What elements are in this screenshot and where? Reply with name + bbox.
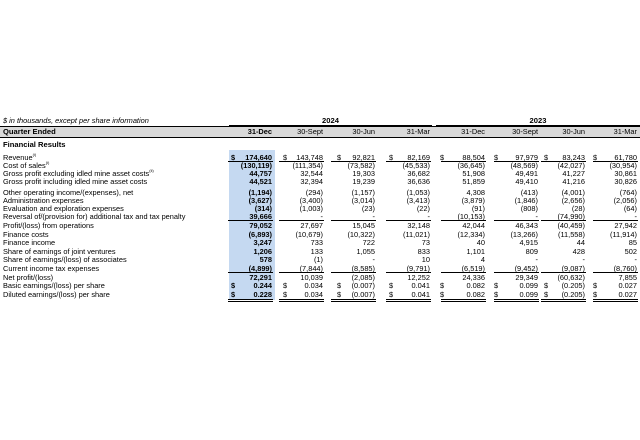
table-cell: 0.099 — [519, 281, 538, 290]
table-cell: (3,879) — [461, 196, 485, 205]
table-cell: 51,908 — [462, 169, 485, 178]
table-cell: (0.205) — [561, 281, 585, 290]
dollar-sign: $ — [231, 290, 236, 299]
table-cell: 10,039 — [300, 273, 323, 282]
row-label: Other operating income/(expenses), net — [3, 188, 134, 197]
table-cell: 0.027 — [618, 290, 637, 299]
column-header: 30-Jun — [562, 127, 585, 136]
row-label: Evaluation and exploration expenses — [3, 204, 124, 213]
dollar-sign: $ — [494, 290, 499, 299]
row-label: Current income tax expenses — [3, 264, 100, 273]
table-cell: 85 — [628, 238, 637, 247]
table-cell: 0.099 — [519, 290, 538, 299]
table-cell: (30,954) — [609, 161, 637, 170]
dollar-sign: $ — [544, 290, 549, 299]
dollar-sign: $ — [231, 281, 236, 290]
column-header: 30-Jun — [352, 127, 375, 136]
table-cell: 0.244 — [253, 281, 272, 290]
column-header: 31-Mar — [613, 127, 637, 136]
table-cell: (64) — [623, 204, 637, 213]
table-cell: (13,266) — [510, 230, 538, 239]
year-header-2024: 2024 — [322, 116, 339, 125]
dollar-sign: $ — [593, 290, 598, 299]
table-cell: (0.205) — [561, 290, 585, 299]
total-rule — [441, 161, 486, 162]
table-cell: (7,844) — [299, 264, 323, 273]
table-cell: 44 — [576, 238, 585, 247]
year-header-2023: 2023 — [529, 116, 547, 125]
table-cell: (9,087) — [561, 264, 585, 273]
table-cell: 88,504 — [462, 153, 485, 162]
table-cell: 143,748 — [296, 153, 323, 162]
table-cell: (0.007) — [351, 290, 375, 299]
total-rule — [386, 161, 431, 162]
table-cell: 51,859 — [462, 177, 485, 186]
table-cell: 809 — [525, 247, 538, 256]
table-cell: 29,349 — [515, 273, 538, 282]
table-cell: - — [427, 212, 430, 221]
table-cell: 502 — [624, 247, 637, 256]
table-cell: 4,915 — [519, 238, 538, 247]
total-rule — [441, 220, 486, 221]
dollar-sign: $ — [440, 281, 445, 290]
table-cell: (4,899) — [248, 264, 272, 273]
column-header: 31-Mar — [406, 127, 430, 136]
table-cell: (42,027) — [557, 161, 585, 170]
table-cell: (8,760) — [613, 264, 637, 273]
footnote-marker: (i) — [45, 160, 50, 165]
total-rule — [494, 299, 539, 302]
total-rule — [441, 272, 486, 273]
row-label: Diluted earnings/(loss) per share — [3, 290, 110, 299]
dollar-sign: $ — [389, 281, 394, 290]
table-cell: 42,044 — [462, 221, 485, 230]
units-caption: $ in thousands, except per share information — [3, 116, 149, 125]
table-cell: 24,336 — [462, 273, 485, 282]
table-cell: (28) — [571, 204, 585, 213]
table-cell: (1,157) — [351, 188, 375, 197]
table-cell: - — [320, 212, 323, 221]
table-cell: 0.041 — [411, 290, 430, 299]
table-cell: (11,558) — [558, 230, 585, 239]
dollar-sign: $ — [283, 281, 288, 290]
table-cell: 174,640 — [245, 153, 272, 162]
total-rule — [228, 220, 273, 221]
row-label: Gross profit excluding idled mine asset costs$^{(ii)}$ — [3, 168, 154, 178]
dollar-sign: $ — [494, 281, 499, 290]
table-cell: 73 — [421, 238, 430, 247]
dollar-sign: $ — [544, 281, 549, 290]
table-cell: (3,014) — [351, 196, 375, 205]
table-cell: 0.228 — [253, 290, 272, 299]
table-cell: 578 — [259, 255, 272, 264]
row-label: Reversal of/(provision for) additional tax and tax penalty — [3, 212, 186, 221]
row-label: Profit/(loss) from operations — [3, 221, 94, 230]
total-rule — [279, 220, 324, 221]
table-cell: - — [634, 212, 637, 221]
dollar-sign: $ — [389, 290, 394, 299]
table-cell: 4,308 — [466, 188, 485, 197]
table-cell: (294) — [305, 188, 323, 197]
total-rule — [541, 161, 586, 162]
footnote-marker: (ii) — [149, 168, 154, 173]
table-cell: (23) — [361, 204, 375, 213]
table-cell: 79,052 — [249, 221, 272, 230]
table-cell: 92,821 — [352, 153, 375, 162]
table-cell: (11,914) — [610, 230, 637, 239]
table-cell: (413) — [520, 188, 538, 197]
dollar-sign: $ — [544, 153, 549, 162]
column-header: 31-Dec — [461, 127, 485, 136]
table-cell: 44,757 — [249, 169, 272, 178]
dollar-sign: $ — [337, 290, 342, 299]
dollar-sign: $ — [389, 153, 394, 162]
table-cell: 0.027 — [618, 281, 637, 290]
table-cell: 722 — [362, 238, 375, 247]
table-cell: 0.041 — [411, 281, 430, 290]
total-rule — [541, 272, 586, 273]
table-cell: - — [535, 255, 538, 264]
total-rule — [494, 272, 539, 273]
total-rule — [494, 220, 539, 221]
total-rule — [386, 220, 431, 221]
table-cell: (11,021) — [403, 230, 430, 239]
table-cell: 27,942 — [614, 221, 637, 230]
row-label: Administration expenses — [3, 196, 84, 205]
table-cell: - — [372, 255, 375, 264]
table-cell: (10,322) — [347, 230, 375, 239]
total-rule — [593, 161, 638, 162]
total-rule — [386, 299, 431, 302]
table-cell: (2,656) — [561, 196, 585, 205]
table-cell: (808) — [520, 204, 538, 213]
table-cell: 32,394 — [300, 177, 323, 186]
table-cell: 49,410 — [515, 177, 538, 186]
table-cell: 19,239 — [352, 177, 375, 186]
table-cell: (111,354) — [292, 161, 323, 170]
total-rule — [331, 272, 376, 273]
table-cell: 30,861 — [614, 169, 637, 178]
table-cell: 97,979 — [515, 153, 538, 162]
dollar-sign: $ — [283, 290, 288, 299]
total-rule — [228, 272, 273, 273]
table-cell: (3,413) — [406, 196, 430, 205]
table-cell: (6,519) — [461, 264, 485, 273]
dollar-sign: $ — [593, 281, 598, 290]
table-cell: 27,697 — [300, 221, 323, 230]
table-cell: 4 — [480, 255, 485, 264]
table-cell: 32,148 — [407, 221, 430, 230]
table-cell: (4,001) — [561, 188, 585, 197]
table-cell: 39,666 — [249, 212, 272, 221]
table-cell: 36,636 — [407, 177, 430, 186]
table-cell: (8,585) — [351, 264, 375, 273]
table-cell: (10,153) — [457, 212, 485, 221]
table-cell: 833 — [417, 247, 430, 256]
table-cell: - — [634, 255, 637, 264]
table-cell: (0.007) — [351, 281, 375, 290]
table-cell: 10 — [421, 255, 430, 264]
table-cell: (1,846) — [514, 196, 538, 205]
table-cell: (40,459) — [557, 221, 585, 230]
dollar-sign: $ — [231, 153, 236, 162]
table-cell: (3,627) — [248, 196, 272, 205]
total-rule — [541, 299, 586, 302]
table-cell: 428 — [572, 247, 585, 256]
table-cell: 83,243 — [562, 153, 585, 162]
table-cell: 0.034 — [304, 290, 323, 299]
table-cell: 1,055 — [356, 247, 375, 256]
row-label: Basic earnings/(loss) per share — [3, 281, 105, 290]
table-cell: (60,632) — [557, 273, 585, 282]
table-cell: 7,855 — [618, 273, 637, 282]
total-rule — [279, 272, 324, 273]
table-cell: 12,252 — [407, 273, 430, 282]
quarter-ended-label: Quarter Ended — [3, 127, 56, 136]
row-label: Net profit/(loss) — [3, 273, 54, 282]
table-cell: 61,780 — [614, 153, 637, 162]
table-cell: 15,045 — [352, 221, 375, 230]
dollar-sign: $ — [593, 153, 598, 162]
table-cell: 133 — [310, 247, 323, 256]
dollar-sign: $ — [440, 290, 445, 299]
table-cell: 44,521 — [249, 177, 272, 186]
table-cell: - — [535, 212, 538, 221]
table-cell: 30,826 — [614, 177, 637, 186]
table-cell: (9,791) — [406, 264, 430, 273]
table-cell: 19,303 — [352, 169, 375, 178]
table-cell: (764) — [619, 188, 637, 197]
table-cell: (12,334) — [457, 230, 485, 239]
total-rule — [331, 161, 376, 162]
total-rule — [386, 272, 431, 273]
table-cell: 41,216 — [562, 177, 585, 186]
row-label: Share of earnings of joint ventures — [3, 247, 116, 256]
table-cell: (2,085) — [351, 273, 375, 282]
table-cell: 46,343 — [515, 221, 538, 230]
table-cell: 49,491 — [515, 169, 538, 178]
footnote-marker: (i) — [32, 152, 37, 157]
table-cell: (48,569) — [510, 161, 538, 170]
total-rule — [593, 272, 638, 273]
table-cell: 36,682 — [407, 169, 430, 178]
column-header: 31-Dec — [247, 127, 272, 136]
table-cell: 40 — [476, 238, 485, 247]
table-cell: (22) — [416, 204, 430, 213]
total-rule — [331, 299, 376, 302]
total-rule — [593, 299, 638, 302]
table-cell: 0.082 — [466, 290, 485, 299]
dollar-sign: $ — [283, 153, 288, 162]
table-cell: (73,582) — [347, 161, 375, 170]
table-cell: - — [582, 255, 585, 264]
table-cell: (130,119) — [240, 161, 272, 170]
dollar-sign: $ — [440, 153, 445, 162]
row-label: Share of earnings/(loss) of associates — [3, 255, 127, 264]
table-cell: 0.034 — [304, 281, 323, 290]
table-cell: (1,194) — [248, 188, 272, 197]
table-cell: (1,053) — [406, 188, 430, 197]
table-cell: (3,400) — [299, 196, 323, 205]
dollar-sign: $ — [337, 281, 342, 290]
table-cell: 3,247 — [253, 238, 272, 247]
row-label: Finance costs — [3, 230, 49, 239]
table-cell: (1,003) — [299, 204, 323, 213]
row-label: Revenue$^{(i)}$ — [3, 152, 37, 162]
total-rule — [279, 161, 324, 162]
table-cell: 32,544 — [300, 169, 323, 178]
section-title: Financial Results — [3, 140, 66, 149]
table-cell: 733 — [310, 238, 323, 247]
dollar-sign: $ — [494, 153, 499, 162]
table-cell: (91) — [471, 204, 485, 213]
table-cell: 82,169 — [407, 153, 430, 162]
table-cell: (6,893) — [248, 230, 272, 239]
table-cell: 41,227 — [562, 169, 585, 178]
table-cell: (74,990) — [557, 212, 585, 221]
total-rule — [593, 220, 638, 221]
table-cell: 1,206 — [253, 247, 272, 256]
total-rule — [441, 299, 486, 302]
table-cell: (314) — [254, 204, 272, 213]
table-cell: (1) — [313, 255, 323, 264]
total-rule — [228, 299, 273, 302]
row-label: Finance income — [3, 238, 56, 247]
column-header: 30-Sept — [512, 127, 538, 136]
table-cell: (45,533) — [402, 161, 430, 170]
column-header: 30-Sept — [297, 127, 323, 136]
total-rule — [494, 161, 539, 162]
table-cell: - — [372, 212, 375, 221]
dollar-sign: $ — [337, 153, 342, 162]
table-cell: (36,645) — [457, 161, 485, 170]
total-rule — [541, 220, 586, 221]
table-cell: 72,291 — [249, 273, 272, 282]
row-label: Gross profit including idled mine asset costs — [3, 177, 148, 186]
table-cell: 0.082 — [466, 281, 485, 290]
row-label: Cost of sales$^{(i)}$ — [3, 160, 50, 170]
total-rule — [279, 299, 324, 302]
table-cell: (9,452) — [514, 264, 538, 273]
table-cell: (10,679) — [295, 230, 323, 239]
table-cell: 1,101 — [466, 247, 485, 256]
total-rule — [331, 220, 376, 221]
total-rule — [228, 161, 273, 162]
table-cell: (2,056) — [613, 196, 637, 205]
